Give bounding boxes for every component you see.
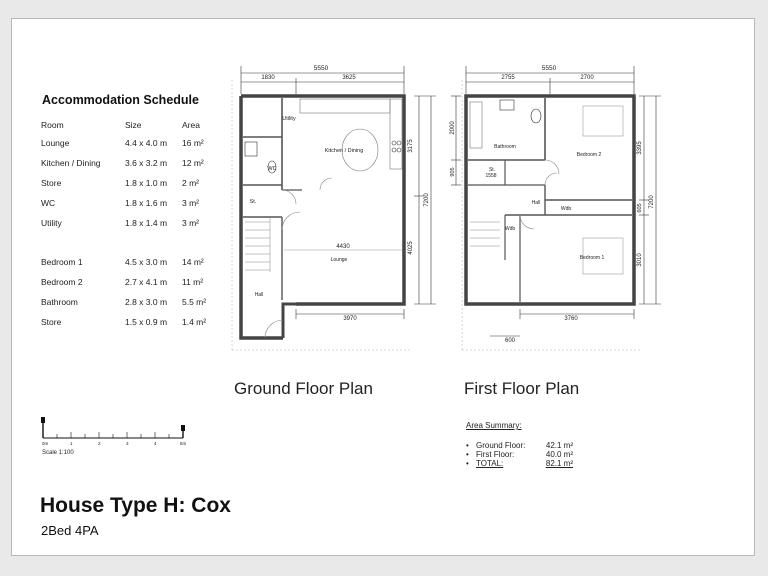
room-area: 3 m² <box>182 198 199 208</box>
room-area: 3 m² <box>182 218 199 228</box>
area-label: First Floor: <box>476 450 515 459</box>
dim-kitchen-depth: 3175 <box>408 139 414 153</box>
area-label: Ground Floor: <box>476 441 526 450</box>
room-size: 4.5 x 3.0 m <box>125 257 168 267</box>
dim-bottom-label: 3760 <box>564 316 578 322</box>
area-summary-title: Area Summary: <box>466 421 522 430</box>
room-name: Bathroom <box>41 297 78 307</box>
house-type-subtitle: 2Bed 4PA <box>41 523 99 538</box>
scale-tick-label: 5m <box>180 441 187 446</box>
room-area: 5.5 m² <box>182 297 207 307</box>
room-label-hall: Hall <box>254 292 264 298</box>
area-value: 42.1 m² <box>545 441 573 450</box>
room-label-store: St. <box>488 167 496 173</box>
room-name: Store <box>41 317 62 327</box>
scale-tick-label: 3 <box>126 441 129 446</box>
room-name: WC <box>41 198 56 208</box>
room-size: 2.7 x 4.1 m <box>125 277 168 287</box>
room-label-hall: Hall <box>531 200 541 206</box>
dim-total-depth: 7200 <box>649 195 655 209</box>
dim-lounge-depth: 4025 <box>408 241 414 255</box>
room-size: 1.8 x 1.6 m <box>125 198 168 208</box>
ground-floor-plan <box>232 65 436 398</box>
list-item <box>466 441 573 450</box>
area-value: 82.1 m² <box>545 459 573 468</box>
dim-store-depth: 905 <box>450 167 456 177</box>
room-size: 1.8 x 1.4 m <box>125 218 168 228</box>
room-label-lounge: Lounge <box>330 257 348 263</box>
room-label-wardrobe-2: Wdb <box>504 226 516 232</box>
dim-store-width: 1558 <box>485 173 497 179</box>
room-label-utility: Utility <box>282 116 296 122</box>
room-area: 14 m² <box>182 257 204 267</box>
room-area: 2 m² <box>182 178 199 188</box>
header-size: Size <box>125 120 142 130</box>
dim-bottom-small-label: 600 <box>504 338 516 344</box>
dim-overall-label: 5550 <box>313 65 329 72</box>
room-label-bedroom1: Bedroom 1 <box>579 255 605 261</box>
schedule-title: Accommodation Schedule <box>42 93 199 107</box>
scale-bar <box>41 417 187 446</box>
room-name: Lounge <box>41 138 70 148</box>
dim-overall-label: 5550 <box>541 65 557 72</box>
room-name: Bedroom 1 <box>41 257 83 267</box>
room-label-kitchen: Kitchen / Dining <box>324 148 364 154</box>
dim-bed1-depth: 3010 <box>637 253 643 267</box>
area-value: 40.0 m² <box>545 450 573 459</box>
room-label-wc: WC <box>267 166 277 172</box>
room-size: 1.5 x 0.9 m <box>125 317 168 327</box>
scale-tick-label: 4 <box>154 441 157 446</box>
room-label-bedroom2: Bedroom 2 <box>576 152 602 158</box>
room-area: 16 m² <box>182 138 204 148</box>
header-room: Room <box>41 120 64 130</box>
room-name: Store <box>41 178 62 188</box>
room-name: Utility <box>41 218 62 228</box>
area-summary-list <box>466 441 573 468</box>
room-label-store: St. <box>249 199 257 205</box>
list-item <box>466 450 573 459</box>
room-name: Bedroom 2 <box>41 277 83 287</box>
dim-left-label: 1830 <box>261 75 275 81</box>
house-type-title: House Type H: Cox <box>40 494 231 517</box>
dim-lounge-width: 4430 <box>336 244 350 250</box>
ground-floor-plan-title: Ground Floor Plan <box>234 379 373 398</box>
room-size: 2.8 x 3.0 m <box>125 297 168 307</box>
first-floor-plan <box>450 65 661 398</box>
dim-right-label: 2700 <box>580 75 594 81</box>
scale-tick-label: 1 <box>70 441 73 446</box>
room-label-wardrobe-1: Wdb <box>560 206 572 212</box>
dim-right-label: 3625 <box>342 75 356 81</box>
scale-label: Scale 1:100 <box>42 450 74 456</box>
dim-left-label: 2755 <box>501 75 515 81</box>
area-label: TOTAL: <box>476 459 504 468</box>
room-area: 1.4 m² <box>182 317 207 327</box>
ground-outer-wall <box>241 96 404 304</box>
first-floor-plan-title: First Floor Plan <box>464 379 580 398</box>
dim-bottom-label: 3970 <box>343 316 357 322</box>
room-size: 4.4 x 4.0 m <box>125 138 168 148</box>
room-area: 12 m² <box>182 158 204 168</box>
dim-bed2-depth: 3395 <box>637 141 643 155</box>
room-name: Kitchen / Dining <box>41 158 101 168</box>
scale-tick-label: 2 <box>98 441 101 446</box>
dim-mid: 605 <box>637 203 643 213</box>
room-size: 1.8 x 1.0 m <box>125 178 168 188</box>
room-size: 3.6 x 3.2 m <box>125 158 168 168</box>
room-area: 11 m² <box>182 277 204 287</box>
dim-bath-depth: 2000 <box>450 121 456 135</box>
scale-tick-label: 0m <box>42 441 49 446</box>
list-item <box>466 459 573 468</box>
room-label-bathroom: Bathroom <box>494 144 516 150</box>
dim-total-depth: 7200 <box>424 193 430 207</box>
header-area: Area <box>182 120 200 130</box>
